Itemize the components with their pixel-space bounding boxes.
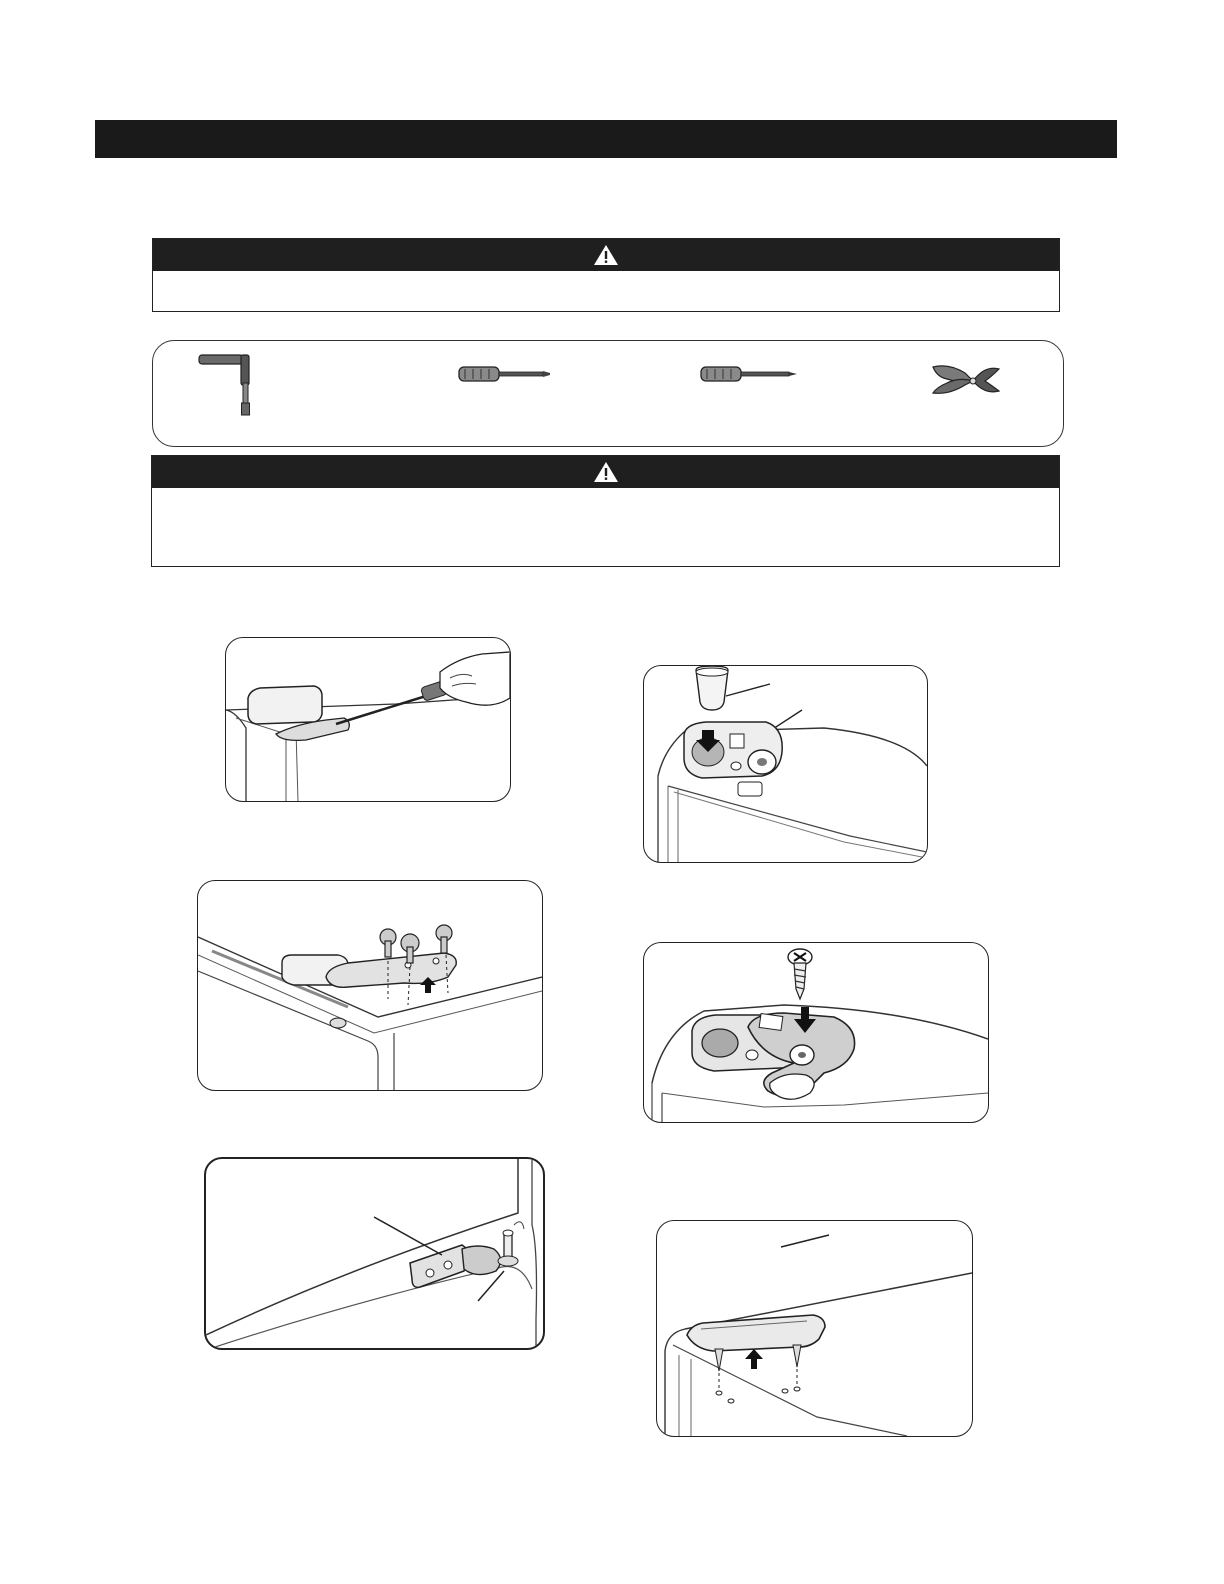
- flathead-screwdriver-icon: [457, 363, 552, 390]
- screwdriver-prying-cover-icon: [226, 638, 510, 801]
- phillips-screw-icon: [644, 943, 988, 1122]
- fig-bottom-hinge-pin: [204, 1157, 545, 1350]
- hinge-cover-icon: [657, 1221, 972, 1436]
- hinge-pin-icon: [206, 1159, 543, 1348]
- warning-header-1: [153, 239, 1059, 271]
- socket-wrench-icon: [197, 351, 257, 426]
- hinge-bolts-icon: [198, 881, 542, 1090]
- fig-install-hinge-cover: [656, 1220, 973, 1437]
- warning-box-1: [152, 238, 1060, 312]
- warning-header-2: [152, 456, 1059, 488]
- fig-insert-hinge-bushing: [643, 665, 928, 863]
- phillips-screwdriver-icon: [699, 363, 799, 390]
- bushing-insert-icon: [644, 666, 927, 862]
- warning-triangle-icon: [593, 461, 619, 483]
- fig-fasten-hinge-screw: [643, 942, 989, 1123]
- fig-remove-hinge-cover: [225, 637, 511, 802]
- tools-box: [152, 340, 1064, 447]
- pliers-icon: [929, 359, 1005, 404]
- fig-remove-top-hinge: [197, 880, 543, 1091]
- section-title-bar: [95, 120, 1117, 158]
- warning-triangle-icon: [593, 244, 619, 266]
- warning-box-2: [151, 455, 1060, 567]
